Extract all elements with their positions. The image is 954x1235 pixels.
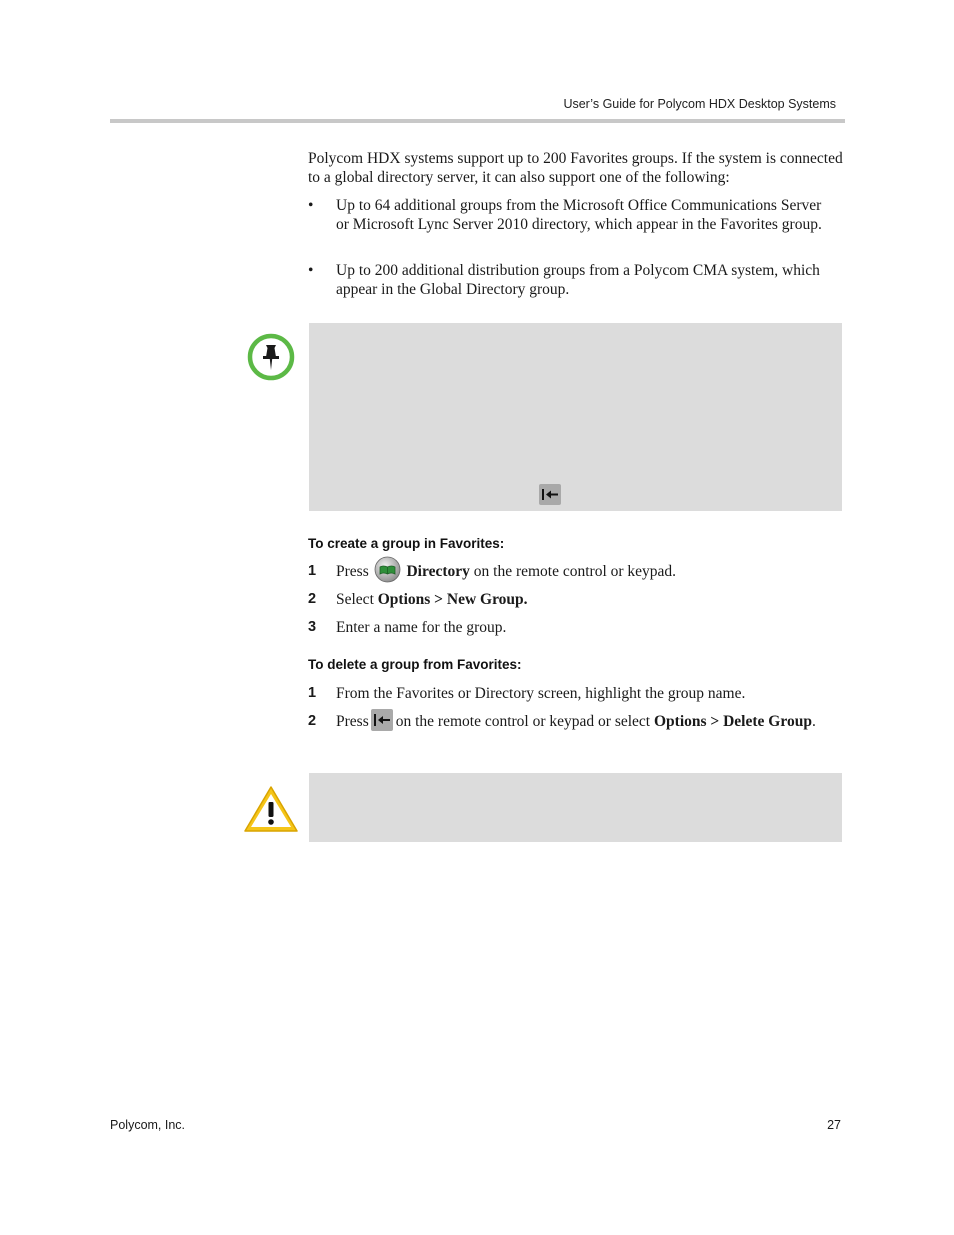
step-number: 1 <box>308 685 317 701</box>
pushpin-note-icon <box>247 333 295 381</box>
bullet-text: Up to 200 additional distribution groups from a Polycom CMA system, which appear in the Global Directory group. <box>336 262 820 298</box>
step-text: Press <box>336 713 369 730</box>
caution-box <box>309 773 842 842</box>
step-text: Press <box>336 563 369 581</box>
running-header: User’s Guide for Polycom HDX Desktop Systems <box>563 97 836 111</box>
procedure-heading-create: To create a group in Favorites: <box>308 536 505 551</box>
procedure-heading-delete: To delete a group from Favorites: <box>308 657 522 672</box>
step-number: 3 <box>308 619 317 635</box>
step-number: 1 <box>308 563 317 579</box>
step-text: on the remote control or keypad or select <box>395 713 651 730</box>
step-text: on the remote control or keypad. <box>473 563 677 581</box>
step-bold-text: Directory <box>406 563 470 581</box>
step-number: 2 <box>308 591 317 607</box>
step-bold-text: Options > Delete Group <box>653 713 812 730</box>
step-number: 2 <box>308 713 317 729</box>
bullet-dot: • <box>308 262 314 279</box>
delete-key-icon <box>539 484 561 505</box>
header-rule <box>110 119 845 123</box>
intro-paragraph: Polycom HDX systems support up to 200 Favorites groups. If the system is connected to a global directory server, it can also support one of the following: <box>308 150 843 186</box>
step-text: Enter a name for the group. <box>336 619 507 636</box>
page-number: 27 <box>827 1118 841 1132</box>
step-text: Select <box>336 591 374 608</box>
footer-company: Polycom, Inc. <box>110 1118 186 1132</box>
note-box <box>309 323 842 511</box>
step-bold-text: Options > New Group. <box>377 591 528 608</box>
caution-warning-icon <box>242 784 300 834</box>
bullet-dot: • <box>308 197 314 214</box>
step-text: . <box>811 713 816 730</box>
bullet-text: Up to 64 additional groups from the Microsoft Office Communications Server or Microsoft Lync Server 2010 directory, which appear in the Favorites group. <box>336 197 822 233</box>
directory-button-icon <box>374 556 401 583</box>
step-text: From the Favorites or Directory screen, highlight the group name. <box>336 685 746 702</box>
delete-key-icon <box>371 709 393 731</box>
